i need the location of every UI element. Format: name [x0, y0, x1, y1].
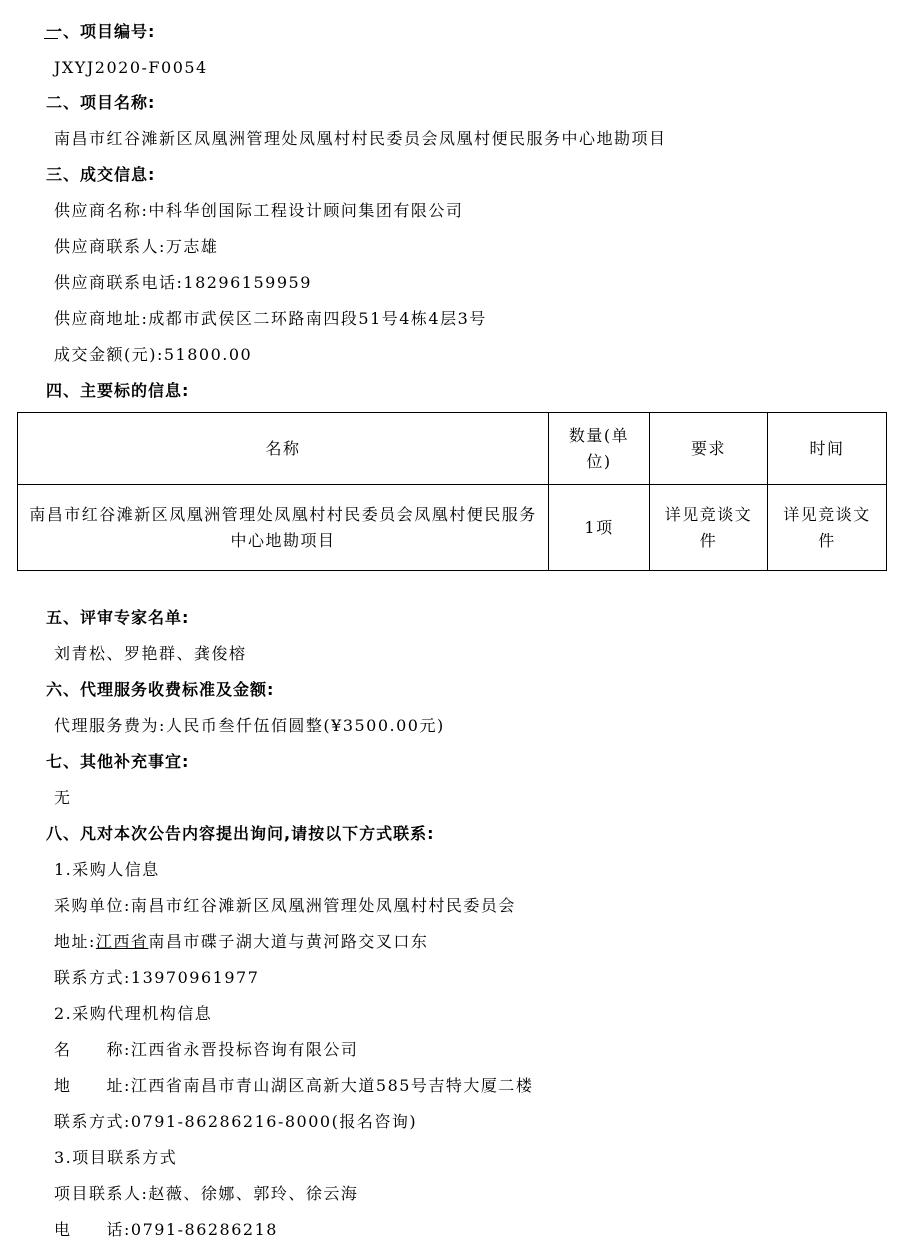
address-rest: 南昌市碟子湖大道与黄河路交叉口东	[148, 932, 429, 951]
table-header-cell: 数量(单位)	[549, 413, 650, 485]
table-header-cell: 名称	[18, 413, 549, 485]
agency-title: 2.采购代理机构信息	[54, 1004, 213, 1023]
section-5-heading: 五、评审专家名单:	[46, 608, 190, 627]
table-row	[18, 485, 887, 571]
table-header-cell: 要求	[650, 413, 768, 485]
project-contact-phone: 电 话:0791-86286218	[54, 1220, 278, 1239]
purchaser-title: 1.采购人信息	[54, 860, 160, 879]
section-3-heading: 三、成交信息:	[46, 165, 156, 184]
project-contact-title: 3.项目联系方式	[54, 1148, 178, 1167]
project-name: 南昌市红谷滩新区凤凰洲管理处凤凰村村民委员会凤凰村便民服务中心地勘项目	[54, 129, 667, 148]
deal-amount: 成交金额(元):51800.00	[54, 345, 253, 364]
section-8-heading: 八、凡对本次公告内容提出询问,请按以下方式联系:	[46, 824, 435, 843]
section-6-heading: 六、代理服务收费标准及金额:	[46, 680, 275, 699]
table-cell: 1项	[549, 485, 650, 571]
address-province-link[interactable]: 江西省	[95, 932, 149, 951]
supplier-address: 供应商地址:成都市武侯区二环路南四段51号4栋4层3号	[54, 309, 487, 328]
agency-name: 名 称:江西省永晋投标咨询有限公司	[54, 1040, 359, 1059]
table-header-row	[18, 413, 887, 485]
subject-table	[17, 412, 887, 571]
purchaser-contact: 联系方式:13970961977	[54, 968, 260, 987]
table-cell: 详见竞谈文件	[650, 485, 768, 571]
other-matters: 无	[54, 788, 72, 807]
supplier-phone: 供应商联系电话:18296159959	[54, 273, 312, 292]
table-cell: 详见竞谈文件	[768, 485, 887, 571]
agency-fee: 代理服务费为:人民币叁仟伍佰圆整(¥3500.00元)	[54, 716, 445, 735]
section-1-heading: 一、项目编号:	[46, 22, 156, 41]
project-number: JXYJ2020-F0054	[54, 58, 208, 77]
section-2-heading: 二、项目名称:	[46, 93, 156, 112]
project-contact-people: 项目联系人:赵薇、徐娜、郭玲、徐云海	[54, 1184, 359, 1203]
table-header-cell: 时间	[768, 413, 887, 485]
table-cell: 南昌市红谷滩新区凤凰洲管理处凤凰村村民委员会凤凰村便民服务中心地勘项目	[18, 485, 549, 571]
agency-contact: 联系方式:0791-86286216-8000(报名咨询)	[54, 1112, 418, 1131]
supplier-name: 供应商名称:中科华创国际工程设计顾问集团有限公司	[54, 201, 464, 220]
expert-list: 刘青松、罗艳群、龚俊榕	[54, 644, 247, 663]
address-label: 地址:	[54, 932, 96, 951]
agency-address: 地 址:江西省南昌市青山湖区高新大道585号吉特大厦二楼	[54, 1076, 534, 1095]
purchaser-unit: 采购单位:南昌市红谷滩新区凤凰洲管理处凤凰村村民委员会	[54, 896, 516, 915]
section-4-heading: 四、主要标的信息:	[46, 381, 190, 400]
section-7-heading: 七、其他补充事宜:	[46, 752, 190, 771]
purchaser-address	[54, 931, 428, 953]
supplier-contact: 供应商联系人:万志雄	[54, 237, 219, 256]
